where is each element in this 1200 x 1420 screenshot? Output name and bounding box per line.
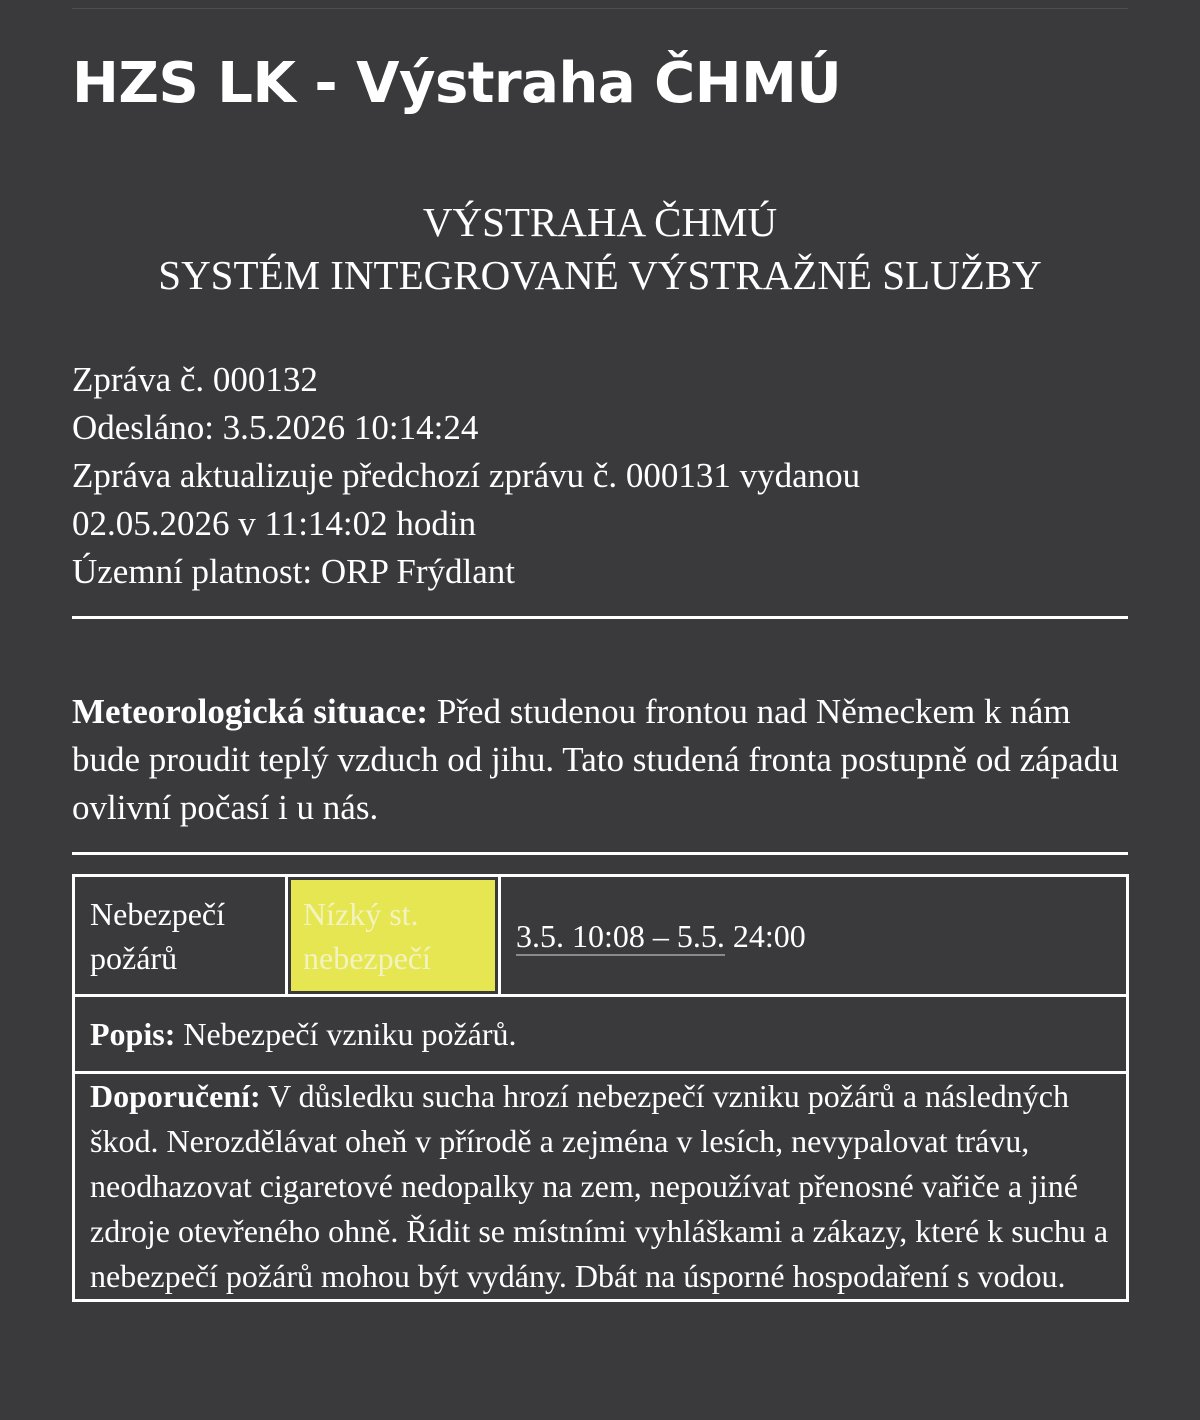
page-title: HZS LK - Výstraha ČHMÚ [72, 51, 842, 116]
message-number: Zpráva č. 000132 [72, 360, 318, 399]
description [74, 996, 1128, 1073]
warning-headline [0, 196, 1200, 302]
situation-text: Před studenou frontou nad Německem k nám bude proudit teplý vzduch od jihu. Tato studená fronta postupně od západu ovlivní počasí i u nás. [72, 692, 1119, 827]
recommendation-label: Doporučení: [90, 1078, 261, 1114]
update-note-line-1: Zpráva aktualizuje předchozí zprávu č. 000131 vydanou [72, 456, 861, 495]
validity-period [500, 876, 1128, 996]
top-divider [72, 8, 1128, 9]
message-meta [72, 356, 1142, 596]
divider [72, 616, 1128, 619]
territorial-validity: Územní platnost: ORP Frýdlant [72, 552, 515, 591]
recommendation-row [74, 1073, 1128, 1301]
warning-type: Nebezpečí požárů [74, 876, 287, 996]
sent-timestamp: Odesláno: 3.5.2026 10:14:24 [72, 408, 479, 447]
description-label: Popis: [90, 1016, 176, 1052]
divider [72, 852, 1128, 855]
validity-start-link[interactable]: 3.5. 10:08 – 5.5. [516, 917, 725, 954]
headline-line-2: SYSTÉM INTEGROVANÉ VÝSTRAŽNÉ SLUŽBY [158, 252, 1042, 298]
warning-level-badge: Nízký st. nebezpečí [287, 876, 500, 996]
warning-table [72, 874, 1129, 1302]
update-note-line-2: 02.05.2026 v 11:14:02 hodin [72, 504, 477, 543]
warning-row [74, 876, 1128, 996]
description-text: Nebezpečí vzniku požárů. [175, 1016, 517, 1052]
validity-end: 24:00 [724, 917, 806, 954]
situation-label: Meteorologická situace: [72, 692, 429, 731]
recommendation-text: V důsledku sucha hrozí nebezpečí vzniku požárů a následných škod. Nerozdělávat oheň v přírodě a zejména v lesích, nevypalovat trávu, neodhazovat cigaretové nedopalky na zem, nepoužívat přenosné vařiče a jiné zdroje otevřeného ohně. Řídit se místními vyhláškami a zákazy, které k suchu a nebezpečí požárů mohou být vydány. Dbát na úsporné hospodaření s vodou. [90, 1078, 1109, 1294]
meteorological-situation [72, 688, 1132, 832]
headline-line-1: VÝSTRAHA ČHMÚ [422, 199, 778, 245]
recommendation [74, 1073, 1128, 1301]
description-row [74, 996, 1128, 1073]
